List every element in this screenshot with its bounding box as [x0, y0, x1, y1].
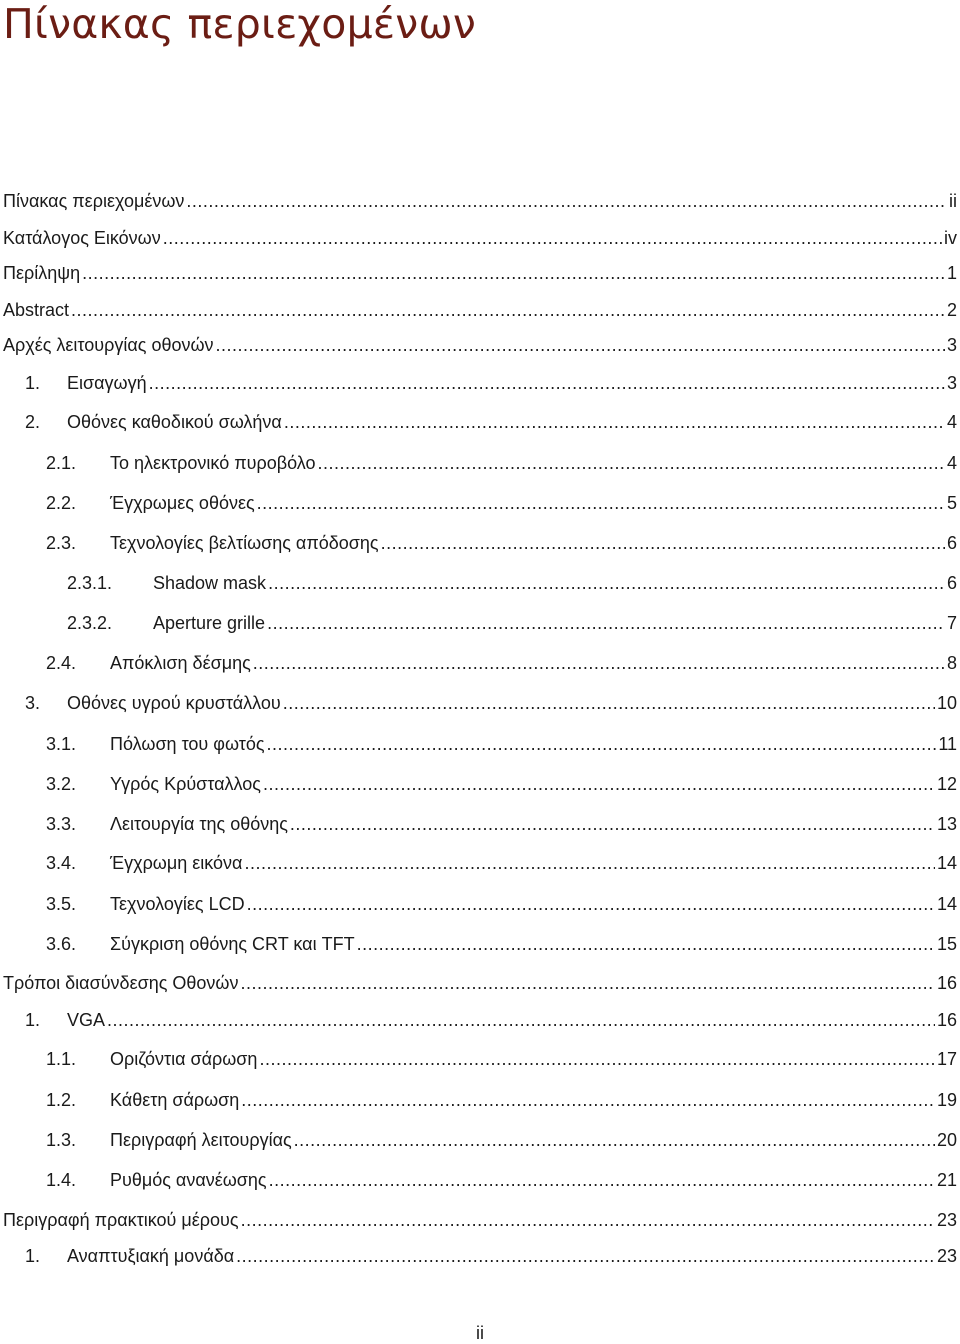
toc-entry[interactable] — [3, 332, 957, 358]
toc-entry[interactable] — [3, 225, 957, 251]
toc-entry[interactable] — [67, 570, 957, 596]
toc-entry-label: Οθόνες καθοδικού σωλήνα — [67, 412, 282, 432]
toc-entry[interactable] — [46, 731, 957, 757]
toc-leader-dots — [290, 811, 935, 837]
toc-leader-dots — [381, 530, 945, 556]
toc-entry[interactable] — [67, 610, 957, 636]
toc-entry-number: 1.1. — [46, 1049, 77, 1069]
toc-entry-label: Το ηλεκτρονικό πυροβόλο — [110, 453, 316, 473]
toc-leader-dots — [236, 1243, 935, 1269]
toc-entry-number: 2.3. — [46, 533, 77, 553]
page-title: Πίνακας περιεχομένων — [3, 0, 476, 48]
toc-entry-page: 3 — [946, 373, 957, 393]
toc-entry-label: Κατάλογος Εικόνων — [3, 228, 161, 248]
toc-leader-dots — [247, 891, 935, 917]
toc-entry-number: 1.4. — [46, 1170, 77, 1190]
toc-entry-label: Περιγραφή πρακτικού μέρους — [3, 1210, 239, 1230]
toc-leader-dots — [253, 650, 945, 676]
toc-entry-label: Τρόποι διασύνδεσης Οθονών — [3, 973, 239, 993]
toc-entry-number: 1.3. — [46, 1130, 77, 1150]
toc-entry-number: 2.3.1. — [67, 573, 113, 593]
toc-entry-number: 2.2. — [46, 493, 77, 513]
toc-entry-page: 21 — [936, 1170, 957, 1190]
toc-entry-page: 16 — [936, 1010, 957, 1030]
toc-entry-page: 6 — [946, 533, 957, 553]
toc-entry-page: 20 — [936, 1130, 957, 1150]
toc-entry-number: 2.1. — [46, 453, 77, 473]
toc-entry[interactable] — [46, 811, 957, 837]
toc-entry-label: Λειτουργία της οθόνης — [110, 814, 288, 834]
toc-entry-label: Έγχρωμη εικόνα — [110, 853, 243, 873]
toc-leader-dots — [283, 690, 935, 716]
toc-entry-number: 2.4. — [46, 653, 77, 673]
toc-entry[interactable] — [46, 1167, 957, 1193]
toc-entry-page: 16 — [936, 973, 957, 993]
toc-leader-dots — [318, 450, 945, 476]
toc-entry-label: Οριζόντια σάρωση — [110, 1049, 258, 1069]
toc-entry-label: Υγρός Κρύσταλλος — [110, 774, 261, 794]
toc-leader-dots — [294, 1127, 935, 1153]
toc-entry-label: Πόλωση του φωτός — [110, 734, 265, 754]
toc-entry-page: 8 — [946, 653, 957, 673]
toc-entry-page: 6 — [946, 573, 957, 593]
toc-entry-label: Abstract — [3, 300, 70, 320]
toc-entry[interactable] — [46, 891, 957, 917]
toc-leader-dots — [263, 771, 935, 797]
toc-entry-number: 1. — [25, 1246, 41, 1266]
toc-entry-number: 3.1. — [46, 734, 77, 754]
toc-entry-number: 3. — [25, 693, 41, 713]
toc-leader-dots — [284, 409, 945, 435]
toc-entry-label: Εισαγωγή — [67, 373, 147, 393]
toc-entry-label: Περιγραφή λειτουργίας — [110, 1130, 292, 1150]
toc-entry[interactable] — [46, 650, 957, 676]
toc-leader-dots — [240, 970, 935, 996]
toc-entry[interactable] — [46, 450, 957, 476]
toc-entry-label: Έγχρωμες οθόνες — [110, 493, 255, 513]
toc-entry-label: Αναπτυξιακή μονάδα — [67, 1246, 235, 1266]
toc-entry-label: Τεχνολογίες LCD — [110, 894, 245, 914]
toc-entry[interactable] — [25, 1007, 957, 1033]
toc-entry[interactable] — [46, 1127, 957, 1153]
toc-entry-number: 3.2. — [46, 774, 77, 794]
toc-entry-label: Τεχνολογίες βελτίωσης απόδοσης — [110, 533, 379, 553]
toc-entry[interactable] — [46, 931, 957, 957]
toc-entry-label: Περίληψη — [3, 263, 81, 283]
toc-entry-page: 23 — [936, 1210, 957, 1230]
toc-entry-label: Σύγκριση οθόνης CRT και TFT — [110, 934, 355, 954]
toc-entry-page: 3 — [946, 335, 957, 355]
toc-entry-number: 2.3.2. — [67, 613, 113, 633]
toc-entry[interactable] — [25, 1243, 957, 1269]
toc-entry-page: 13 — [936, 814, 957, 834]
toc-entry-number: 1. — [25, 1010, 41, 1030]
toc-entry-label: Ρυθμός ανανέωσης — [110, 1170, 267, 1190]
toc-leader-dots — [241, 1207, 935, 1233]
toc-entry-page: 7 — [946, 613, 957, 633]
toc-entry-label: Αρχές λειτουργίας οθονών — [3, 335, 214, 355]
toc-leader-dots — [71, 297, 945, 323]
toc-entry-label: Απόκλιση δέσμης — [110, 653, 251, 673]
toc-entry[interactable] — [3, 297, 957, 323]
toc-entry-page: 4 — [946, 453, 957, 473]
toc-leader-dots — [163, 225, 942, 251]
toc-entry[interactable] — [25, 370, 957, 396]
toc-entry-label: Πίνακας περιεχομένων — [3, 191, 185, 211]
toc-entry[interactable] — [25, 690, 957, 716]
toc-entry-label: Shadow mask — [153, 573, 267, 593]
toc-entry[interactable] — [3, 1207, 957, 1233]
toc-entry-label: Οθόνες υγρού κρυστάλλου — [67, 693, 281, 713]
toc-entry-page: 10 — [936, 693, 957, 713]
toc-entry-page: 23 — [936, 1246, 957, 1266]
toc-leader-dots — [267, 731, 937, 757]
toc-entry-label: VGA — [67, 1010, 106, 1030]
toc-entry-page: 17 — [936, 1049, 957, 1069]
toc-entry-page: 15 — [936, 934, 957, 954]
page-number: ii — [476, 1323, 484, 1343]
toc-entry-page: 19 — [936, 1090, 957, 1110]
toc-entry-number: 3.6. — [46, 934, 77, 954]
toc-leader-dots — [107, 1007, 935, 1033]
toc-entry-page: 14 — [936, 853, 957, 873]
toc-leader-dots — [268, 570, 945, 596]
toc-entry[interactable] — [25, 409, 957, 435]
toc-leader-dots — [149, 370, 945, 396]
toc-entry[interactable] — [46, 850, 957, 876]
toc-entry-number: 3.3. — [46, 814, 77, 834]
toc-entry-number: 3.4. — [46, 853, 77, 873]
toc-entry-page: 5 — [946, 493, 957, 513]
toc-leader-dots — [241, 1087, 935, 1113]
toc-leader-dots — [82, 260, 945, 286]
toc-entry-page: 2 — [946, 300, 957, 320]
toc-entry-label: Κάθετη σάρωση — [110, 1090, 240, 1110]
toc-entry-page: 1 — [946, 263, 957, 283]
toc-leader-dots — [257, 490, 945, 516]
toc-entry-page: 14 — [936, 894, 957, 914]
toc-entry-number: 3.5. — [46, 894, 77, 914]
toc-entry[interactable] — [46, 1087, 957, 1113]
toc-entry-number: 1. — [25, 373, 41, 393]
toc-entry[interactable] — [46, 1046, 957, 1072]
toc-entry-page: ii — [949, 191, 957, 211]
toc-leader-dots — [267, 610, 945, 636]
toc-leader-dots — [244, 850, 935, 876]
toc-entry[interactable] — [3, 188, 957, 214]
toc-entry[interactable] — [3, 970, 957, 996]
toc-leader-dots — [259, 1046, 935, 1072]
toc-entry-page: iv — [944, 228, 957, 248]
toc-leader-dots — [216, 332, 945, 358]
toc-entry-page: 11 — [938, 734, 957, 754]
toc-entry[interactable] — [46, 530, 957, 556]
toc-entry-page: 4 — [946, 412, 957, 432]
toc-entry-label: Aperture grille — [153, 613, 266, 633]
toc-leader-dots — [269, 1167, 935, 1193]
toc-entry-number: 2. — [25, 412, 41, 432]
toc-entry-number: 1.2. — [46, 1090, 77, 1110]
toc-leader-dots — [357, 931, 935, 957]
toc-entry[interactable] — [46, 490, 957, 516]
toc-leader-dots — [186, 188, 947, 214]
toc-entry[interactable] — [46, 771, 957, 797]
toc-entry-page: 12 — [936, 774, 957, 794]
toc-entry[interactable] — [3, 260, 957, 286]
